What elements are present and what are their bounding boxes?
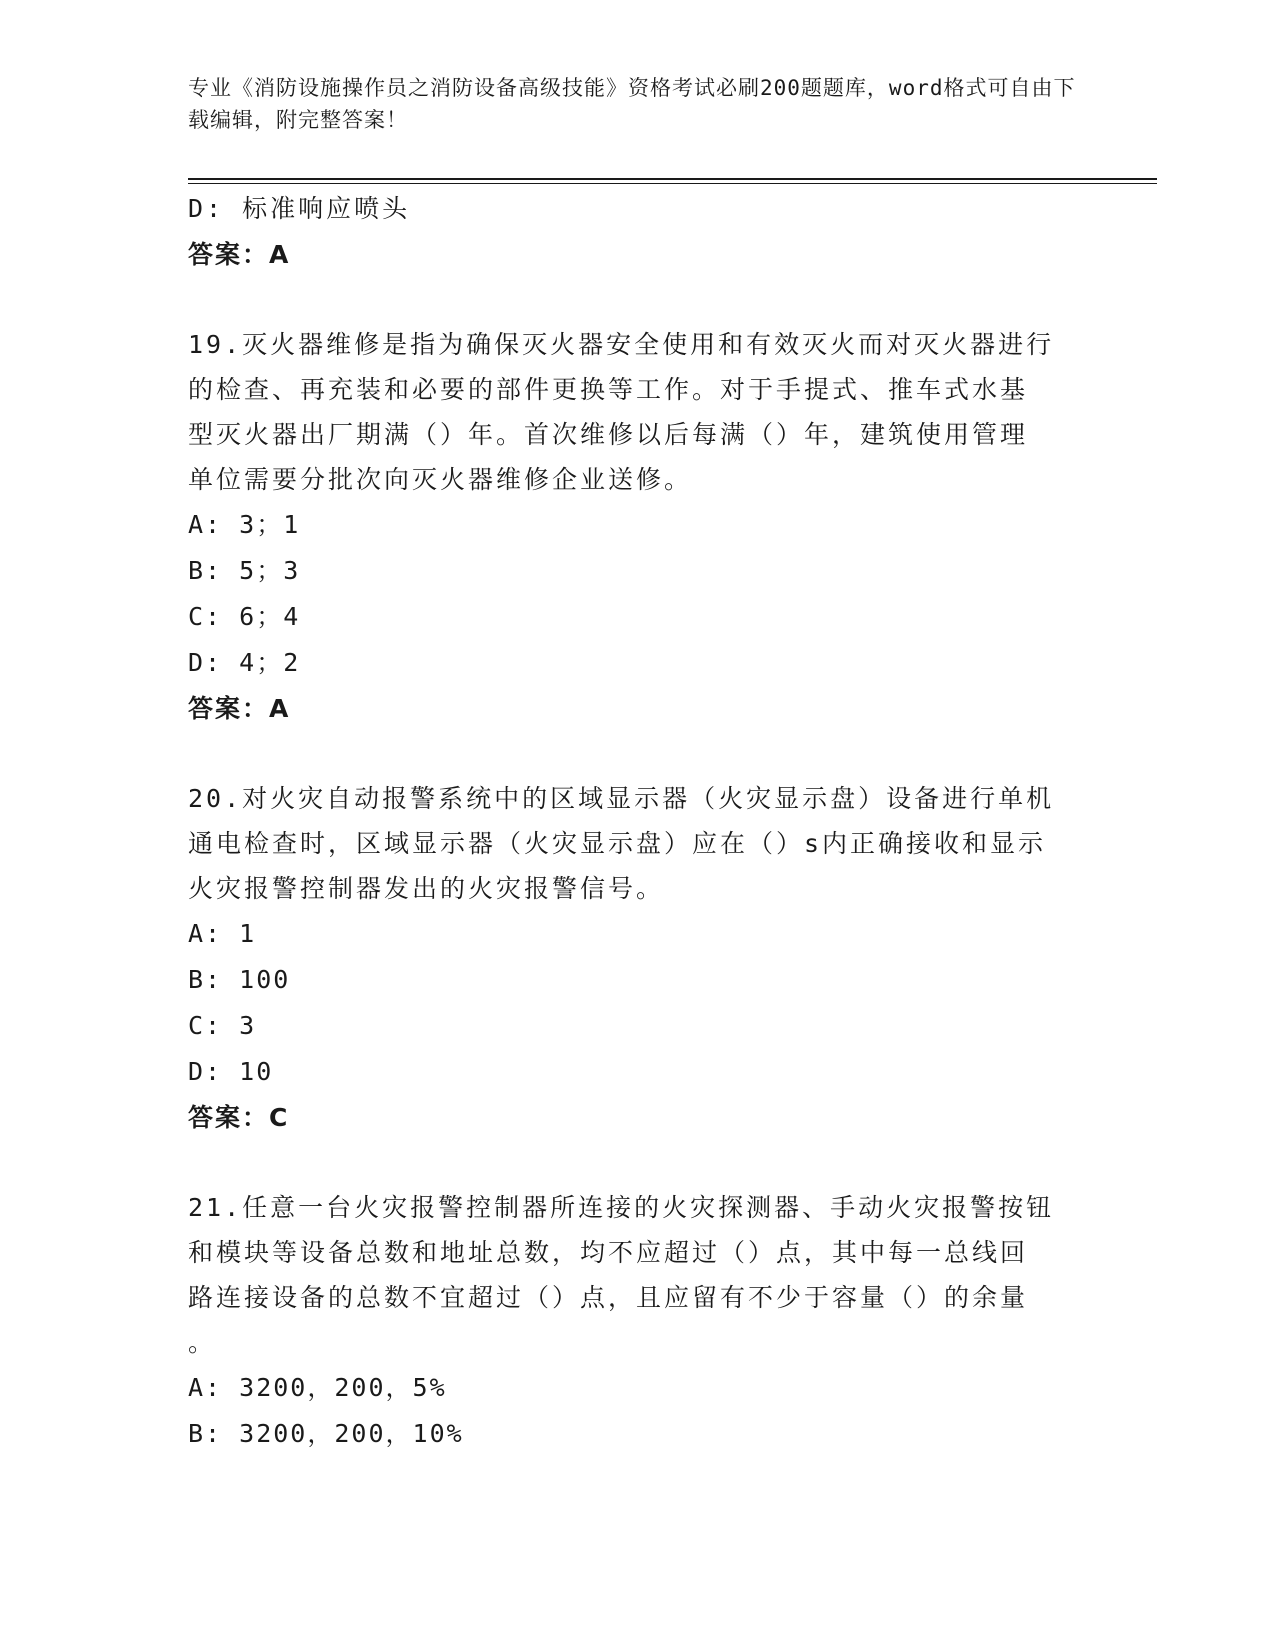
option-d: D: 10 <box>188 1057 274 1086</box>
document-header <box>188 72 1088 136</box>
question-19 <box>188 322 1088 732</box>
stem-line: 19.灭火器维修是指为确保灭火器安全使用和有效灭火而对灭火器进行 <box>188 330 1055 359</box>
header-text: 专业《消防设施操作员之消防设备高级技能》资格考试必刷200题题库，word格式可自由下载编辑，附完整答案！ <box>188 76 1076 132</box>
question-content <box>188 186 1088 1457</box>
stem-line: 。 <box>188 1328 217 1357</box>
answer: 答案：A <box>188 694 291 723</box>
stem-line: 和模块等设备总数和地址总数，均不应超过（）点，其中每一总线回 <box>188 1238 1029 1267</box>
option-a: A: 1 <box>188 919 257 948</box>
option-c: C: 3 <box>188 1011 257 1040</box>
stem-line: 路连接设备的总数不宜超过（）点，且应留有不少于容量（）的余量 <box>188 1283 1029 1312</box>
question-stem <box>188 322 1088 502</box>
header-divider-thick <box>188 178 1157 180</box>
option-a: A: 3；1 <box>188 510 301 539</box>
stem-line: 型灭火器出厂期满（）年。首次维修以后每满（）年，建筑使用管理 <box>188 420 1029 449</box>
stem-line: 21.任意一台火灾报警控制器所连接的火灾探测器、手动火灾报警按钮 <box>188 1193 1055 1222</box>
option-a: A: 3200，200，5% <box>188 1373 447 1402</box>
option-d: D: 4；2 <box>188 648 301 677</box>
option-c: C: 6；4 <box>188 602 301 631</box>
question-stem <box>188 1185 1088 1365</box>
question-stem <box>188 776 1088 911</box>
header-divider-thin <box>188 183 1157 184</box>
prev-answer: 答案：A <box>188 240 291 269</box>
stem-line: 单位需要分批次向灭火器维修企业送修。 <box>188 465 693 494</box>
prev-option-d: D: 标准响应喷头 <box>188 194 411 223</box>
question-20 <box>188 776 1088 1141</box>
stem-line: 火灾报警控制器发出的火灾报警信号。 <box>188 874 665 903</box>
option-b: B: 3200，200，10% <box>188 1419 464 1448</box>
option-b: B: 100 <box>188 965 291 994</box>
stem-line: 通电检查时，区域显示器（火灾显示盘）应在（）s内正确接收和显示 <box>188 829 1047 858</box>
stem-line: 的检查、再充装和必要的部件更换等工作。对于手提式、推车式水基 <box>188 375 1029 404</box>
question-21 <box>188 1185 1088 1457</box>
option-b: B: 5；3 <box>188 556 301 585</box>
stem-line: 20.对火灾自动报警系统中的区域显示器（火灾显示盘）设备进行单机 <box>188 784 1055 813</box>
answer: 答案：C <box>188 1103 290 1132</box>
